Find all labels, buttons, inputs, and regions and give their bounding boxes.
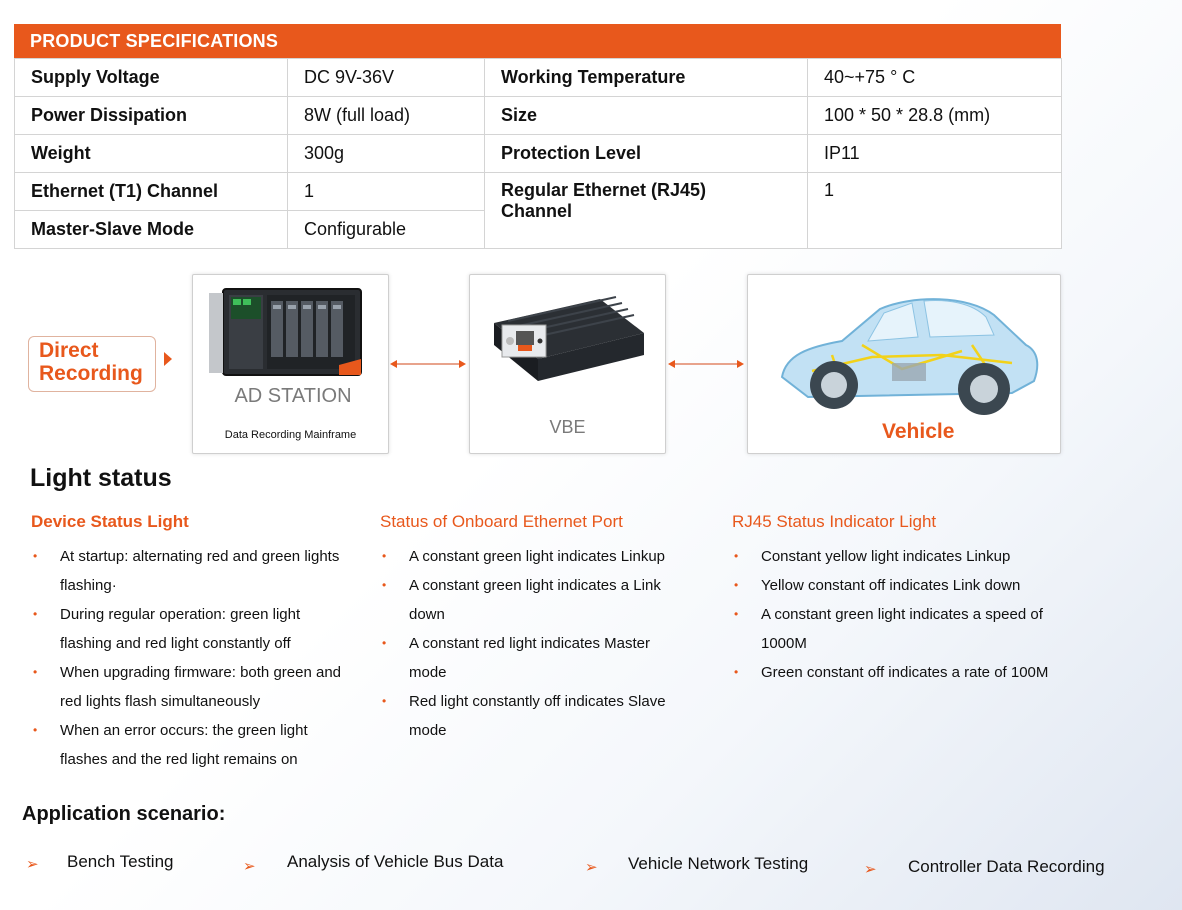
arrow-icon: ➢ bbox=[243, 858, 256, 875]
arrow-icon bbox=[390, 360, 397, 368]
vbe-card bbox=[469, 274, 666, 454]
direct-recording-label: Direct Recording bbox=[28, 336, 156, 392]
vbe-label: VBE bbox=[549, 417, 586, 437]
list-item bbox=[380, 571, 699, 629]
rack-device-image bbox=[209, 285, 371, 381]
connector-line bbox=[397, 363, 459, 365]
arrow-icon bbox=[459, 360, 466, 368]
list-item-text: A constant green light indicates Linkup bbox=[409, 548, 666, 565]
bullet-icon: • bbox=[734, 665, 739, 679]
status-list bbox=[380, 542, 720, 745]
spec-value: 1 bbox=[808, 173, 1062, 249]
arrow-icon: ➢ bbox=[585, 859, 598, 876]
list-item-text: A constant green light indicates a Link down bbox=[409, 577, 661, 623]
column-title: Device Status Light bbox=[31, 512, 189, 531]
status-list bbox=[31, 542, 371, 774]
bullet-icon: • bbox=[734, 549, 739, 563]
spec-label: Working Temperature bbox=[485, 59, 808, 97]
spec-value: 40~+75 ° C bbox=[808, 59, 1062, 97]
bullet-icon: • bbox=[382, 549, 387, 563]
spec-row bbox=[15, 135, 1062, 173]
bullet-icon: • bbox=[382, 578, 387, 592]
bullet-icon: • bbox=[33, 607, 38, 621]
light-status-title: Light status bbox=[30, 464, 172, 492]
arrow-icon bbox=[668, 360, 675, 368]
connector-line bbox=[675, 363, 737, 365]
spec-value: 8W (full load) bbox=[288, 97, 485, 135]
list-item-text: When an error occurs: the green light flashes and the red light remains on bbox=[60, 722, 308, 768]
arrow-icon: ➢ bbox=[864, 861, 877, 878]
vehicle-card bbox=[747, 274, 1061, 454]
list-item-text: A constant red light indicates Master mode bbox=[409, 635, 650, 681]
list-item-text: During regular operation: green light flashing and red light constantly off bbox=[60, 606, 301, 652]
bullet-icon: • bbox=[33, 723, 38, 737]
application-title: Application scenario: bbox=[22, 803, 226, 825]
list-item bbox=[732, 658, 1056, 687]
bullet-icon: • bbox=[33, 549, 38, 563]
spec-label: Ethernet (T1) Channel bbox=[15, 173, 288, 211]
bullet-icon: • bbox=[734, 578, 739, 592]
spec-value: 100 * 50 * 28.8 (mm) bbox=[808, 97, 1062, 135]
spec-row bbox=[15, 173, 1062, 211]
bullet-icon: • bbox=[382, 694, 387, 708]
spec-row bbox=[15, 59, 1062, 97]
spec-value: 300g bbox=[288, 135, 485, 173]
list-item-text: Green constant off indicates a rate of 100M bbox=[761, 664, 1049, 681]
spec-header: PRODUCT SPECIFICATIONS bbox=[14, 24, 1061, 58]
spec-row bbox=[15, 97, 1062, 135]
list-item bbox=[732, 571, 1051, 600]
list-item-text: When upgrading firmware: both green and red lights flash simultaneously bbox=[60, 664, 342, 710]
spec-grid bbox=[14, 58, 1062, 249]
ad-station-title: AD STATION bbox=[234, 385, 352, 407]
list-item bbox=[732, 542, 1036, 571]
spec-table bbox=[14, 24, 1061, 249]
spec-value: 1 bbox=[288, 173, 485, 211]
application-item: Analysis of Vehicle Bus Data bbox=[287, 852, 504, 871]
bullet-icon: • bbox=[382, 636, 387, 650]
spec-value: DC 9V-36V bbox=[288, 59, 485, 97]
spec-label: Regular Ethernet (RJ45) Channel bbox=[485, 173, 808, 249]
ad-station-caption: Data Recording Mainframe bbox=[224, 429, 357, 441]
spec-label: Protection Level bbox=[485, 135, 808, 173]
bullet-icon: • bbox=[33, 665, 38, 679]
status-column-device bbox=[31, 512, 371, 774]
list-item bbox=[31, 542, 350, 600]
list-item bbox=[380, 687, 704, 745]
arrow-icon: ➢ bbox=[26, 856, 39, 873]
vbe-device-image bbox=[488, 293, 648, 385]
application-item: Vehicle Network Testing bbox=[628, 854, 809, 873]
column-title: Status of Onboard Ethernet Port bbox=[380, 512, 623, 531]
column-title: RJ45 Status Indicator Light bbox=[732, 512, 937, 531]
list-item bbox=[31, 658, 355, 716]
list-item-text: Constant yellow light indicates Linkup bbox=[761, 548, 1011, 565]
vehicle-label: Vehicle bbox=[882, 420, 955, 443]
list-item bbox=[380, 542, 689, 571]
list-item-text: At startup: alternating red and green lights flashing· bbox=[60, 548, 340, 594]
list-item bbox=[380, 629, 674, 687]
spec-value: IP11 bbox=[808, 135, 1062, 173]
spec-label: Weight bbox=[15, 135, 288, 173]
list-item-text: Red light constantly off indicates Slave mode bbox=[409, 693, 666, 739]
list-item-text: Yellow constant off indicates Link down bbox=[761, 577, 1021, 594]
application-item: Bench Testing bbox=[67, 852, 174, 871]
spec-label: Power Dissipation bbox=[15, 97, 288, 135]
bullet-icon: • bbox=[734, 607, 739, 621]
application-item: Controller Data Recording bbox=[908, 857, 1105, 876]
status-list bbox=[732, 542, 1072, 687]
spec-value: Configurable bbox=[288, 211, 485, 249]
vehicle-image bbox=[772, 285, 1042, 425]
arrow-icon bbox=[737, 360, 744, 368]
spec-label: Size bbox=[485, 97, 808, 135]
spec-label: Supply Voltage bbox=[15, 59, 288, 97]
arrow-icon bbox=[164, 352, 172, 366]
spec-label: Master-Slave Mode bbox=[15, 211, 288, 249]
list-item bbox=[732, 600, 1061, 658]
list-item bbox=[31, 600, 350, 658]
ad-station-card bbox=[192, 274, 389, 454]
list-item bbox=[31, 716, 350, 774]
status-column-onboard bbox=[380, 512, 720, 745]
list-item-text: A constant green light indicates a speed of 1000M bbox=[761, 606, 1043, 652]
status-column-rj45 bbox=[732, 512, 1072, 687]
